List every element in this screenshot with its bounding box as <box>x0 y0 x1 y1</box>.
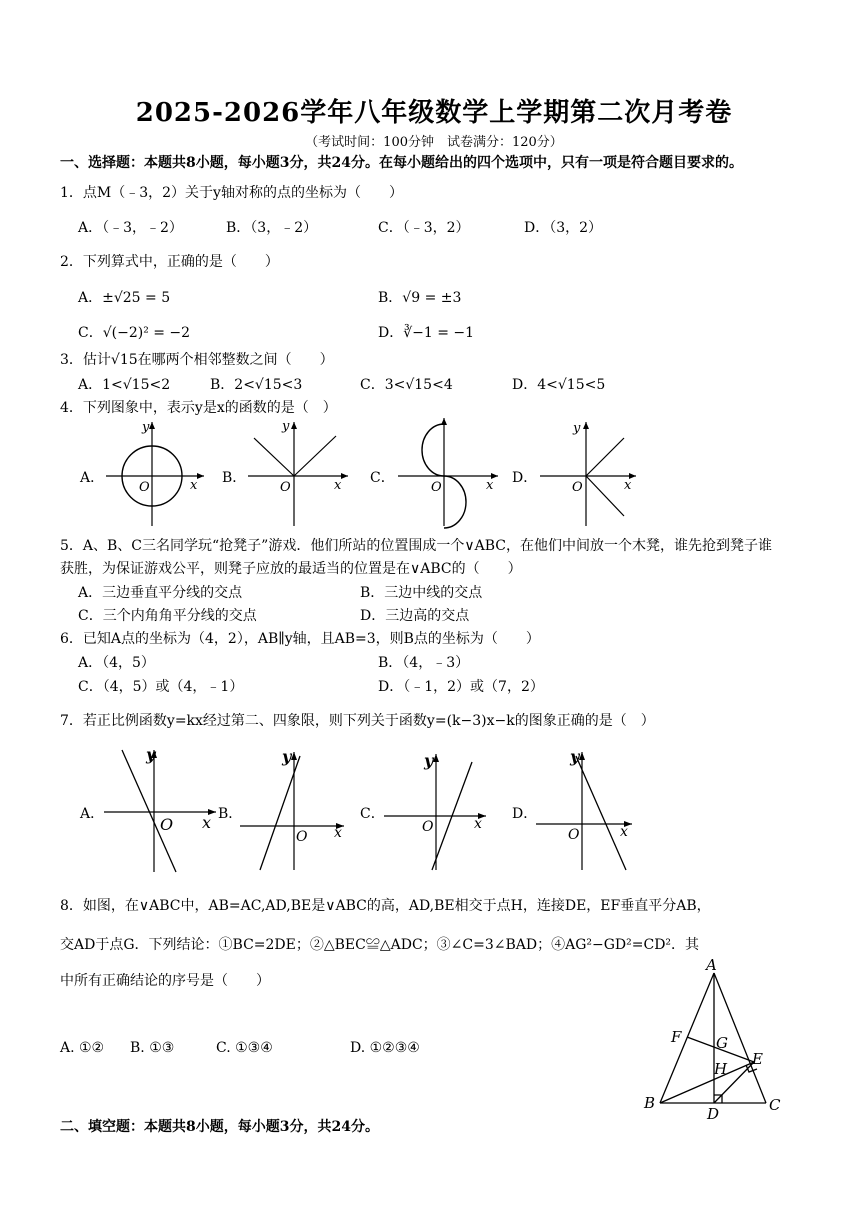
point-label-c: C <box>769 1096 781 1114</box>
axis-x-label: x <box>624 478 632 493</box>
question-7: 7．若正比例函数y=kx经过第二、四象限，则下列关于函数y=(k−3)x−k的图象正确的是（ ） <box>60 713 655 729</box>
q3-option-b[interactable]: B．2<√15<3 <box>210 377 303 393</box>
q2-option-b[interactable]: B．√9 = ±3 <box>378 290 462 306</box>
q7-option-a[interactable]: A． <box>80 806 105 822</box>
question-5-line1: 5．A、B、C三名同学玩“抢凳子”游戏．他们所站的位置围成一个∨ABC，在他们中间放一个木凳，谁先抢到凳子谁 <box>60 538 772 554</box>
axis-origin-label: O <box>572 480 583 495</box>
axis-x-label: x <box>620 824 628 840</box>
q2-option-d[interactable]: D．∛−1 = −1 <box>378 325 475 341</box>
q1-option-d[interactable]: D．（3，2） <box>524 220 603 236</box>
q7-option-c[interactable]: C． <box>360 806 385 822</box>
section-1-heading: 一、选择题：本题共8小题，每小题3分，共24分。在每小题给出的四个选项中，只有一项是符合题目要求的。 <box>60 155 743 171</box>
axis-y-label: y <box>570 747 580 766</box>
axis-x-label: x <box>190 478 198 493</box>
question-8-line3: 中所有正确结论的序号是（ ） <box>60 973 270 989</box>
question-4: 4．下列图象中，表示y是x的函数的是（ ） <box>60 400 337 416</box>
question-5-line2: 获胜，为保证游戏公平，则凳子应放的最适当的位置是在∨ABC的（ ） <box>60 561 522 577</box>
q4-option-a[interactable]: A． <box>80 470 105 486</box>
q6-option-c[interactable]: C．（4，5）或（4，﹣1） <box>78 679 244 695</box>
q4-graph-d <box>536 418 646 530</box>
q3-option-a[interactable]: A．1<√15<2 <box>78 377 171 393</box>
axis-origin-label: O <box>296 829 308 845</box>
axis-x-label: x <box>202 813 212 832</box>
point-label-e: E <box>752 1050 763 1068</box>
q7-graph-d <box>536 748 642 872</box>
axis-x-label: x <box>474 816 482 832</box>
q2-option-c[interactable]: C．√(−2)² = −2 <box>78 325 191 341</box>
q6-option-a[interactable]: A．（4，5） <box>78 655 155 671</box>
q8-option-d[interactable]: D. ①②③④ <box>350 1040 420 1056</box>
axis-origin-label: O <box>568 827 580 843</box>
q6-option-b[interactable]: B．（4，﹣3） <box>378 655 470 671</box>
axis-y-label: y <box>282 419 290 434</box>
axis-origin-label: O <box>280 480 291 495</box>
point-label-g: G <box>716 1034 728 1052</box>
q4-option-d[interactable]: D． <box>512 470 538 486</box>
q5-option-c[interactable]: C．三个内角角平分线的交点 <box>78 608 257 624</box>
q5-option-b[interactable]: B．三边中线的交点 <box>360 585 483 601</box>
q6-option-d[interactable]: D．（﹣1，2）或（7，2） <box>378 679 544 695</box>
q8-triangle-figure <box>640 955 800 1125</box>
section-2-heading: 二、填空题：本题共8小题，每小题3分，共24分。 <box>60 1119 379 1135</box>
q4-option-b[interactable]: B． <box>222 470 247 486</box>
q1-option-c[interactable]: C．（﹣3，2） <box>378 220 470 236</box>
exam-info: （考试时间：100分钟 试卷满分：120分） <box>305 135 563 150</box>
axis-origin-label: O <box>139 480 150 495</box>
q7-option-d[interactable]: D． <box>512 806 538 822</box>
axis-origin-label: O <box>431 480 442 495</box>
q7-option-b[interactable]: B． <box>218 806 243 822</box>
axis-origin-label: O <box>422 819 434 835</box>
q4-graph-b <box>244 418 354 530</box>
q8-option-c[interactable]: C. ①③④ <box>216 1040 273 1056</box>
question-6: 6．已知A点的坐标为（4，2），AB∥y轴，且AB=3，则B点的坐标为（ ） <box>60 631 540 647</box>
axis-y-label: y <box>424 751 434 770</box>
question-1: 1．点M（﹣3，2）关于y轴对称的点的坐标为（ ） <box>60 185 403 201</box>
point-label-f: F <box>671 1028 682 1046</box>
question-8-line2: 交AD于点G．下列结论：①BC=2DE；②△BEC≌△ADC；③∠C=3∠BAD；④AG²−GD²=CD²．其 <box>60 937 700 953</box>
question-2: 2．下列算式中，正确的是（ ） <box>60 254 279 270</box>
q7-graph-b <box>240 748 350 872</box>
page-title: 2025-2026学年八年级数学上学期第二次月考卷 <box>135 98 733 128</box>
q1-option-a[interactable]: A．（﹣3，﹣2） <box>78 220 183 236</box>
q8-option-a[interactable]: A. ①② <box>60 1040 105 1056</box>
q5-option-d[interactable]: D．三边高的交点 <box>360 608 470 624</box>
q4-graph-c <box>394 414 504 530</box>
q4-option-c[interactable]: C． <box>370 470 395 486</box>
question-8-line1: 8．如图，在∨ABC中，AB=AC,AD,BE是∨ABC的高，AD,BE相交于点H，连接DE，EF垂直平分AB， <box>60 898 711 914</box>
axis-y-label: y <box>142 420 150 435</box>
q7-graph-c <box>384 750 494 872</box>
point-label-b: B <box>644 1094 656 1112</box>
q2-option-a[interactable]: A．±√25 = 5 <box>78 290 171 306</box>
q1-option-b[interactable]: B．（3，﹣2） <box>226 220 318 236</box>
q7-graph-a <box>104 746 222 874</box>
axis-y-label: y <box>146 745 156 764</box>
q5-option-a[interactable]: A．三边垂直平分线的交点 <box>78 585 243 601</box>
point-label-a: A <box>706 956 717 974</box>
q4-graph-a <box>100 418 210 530</box>
q8-option-b[interactable]: B. ①③ <box>130 1040 175 1056</box>
q3-option-d[interactable]: D．4<√15<5 <box>512 377 606 393</box>
axis-x-label: x <box>334 825 342 841</box>
axis-origin-label: O <box>160 815 174 834</box>
q3-option-c[interactable]: C．3<√15<4 <box>360 377 453 393</box>
axis-y-label: y <box>282 747 292 766</box>
point-label-d: D <box>707 1105 720 1123</box>
axis-x-label: x <box>334 478 342 493</box>
question-3: 3．估计√15在哪两个相邻整数之间（ ） <box>60 352 334 368</box>
axis-x-label: x <box>486 478 494 493</box>
axis-y-label: y <box>573 421 581 436</box>
point-label-h: H <box>714 1060 728 1078</box>
